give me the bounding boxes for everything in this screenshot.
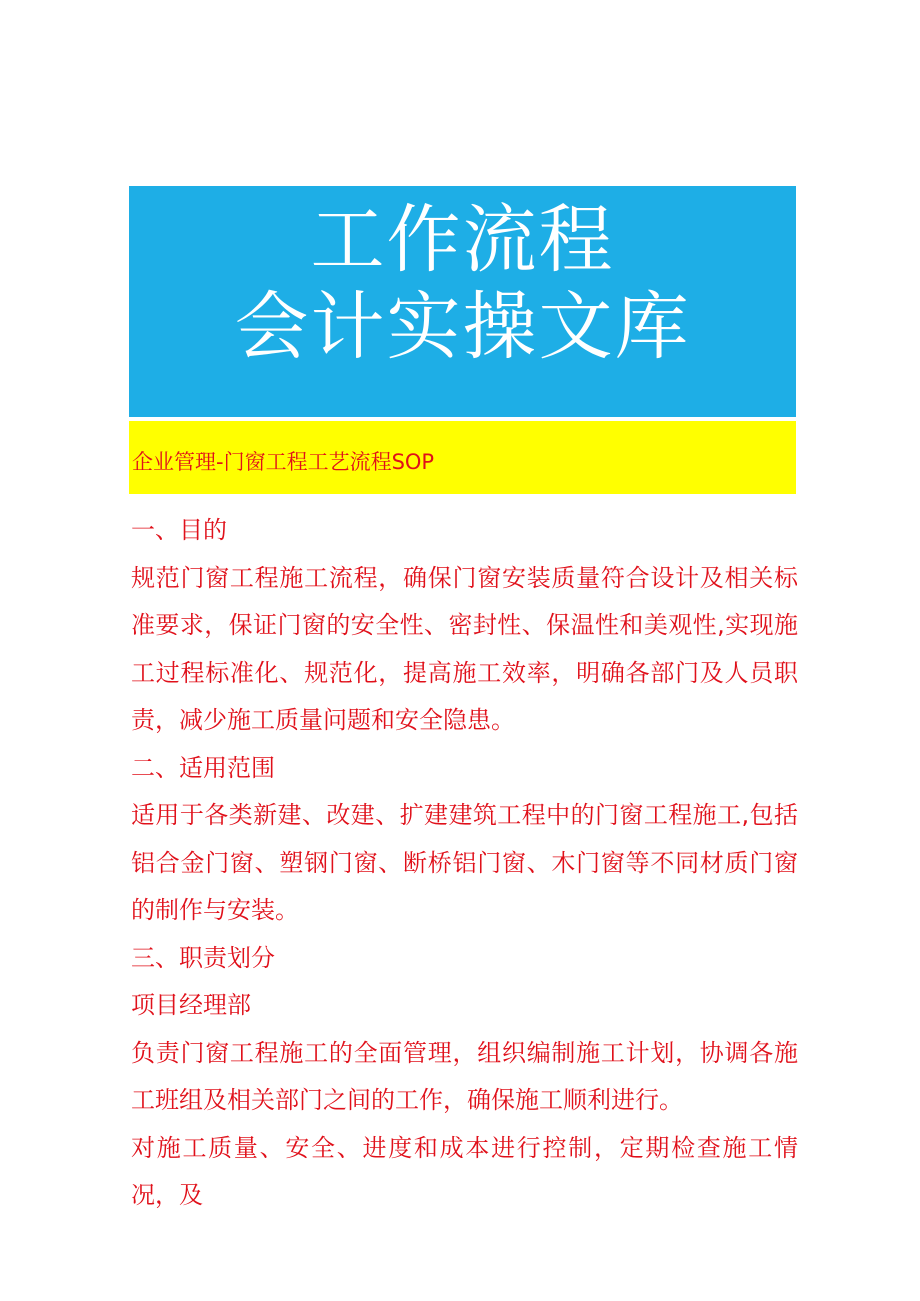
subheading-project-department: 项目经理部 (131, 991, 251, 1019)
paragraph-scope: 适用于各类新建、改建、扩建建筑工程中的门窗工程施工,包括铝合金门窗、塑钢门窗、断桥铝门窗、木门窗等不同材质门窗的制作与安装。 (131, 801, 798, 924)
paragraph-project-duty-1: 负责门窗工程施工的全面管理，组织编制施工计划，协调各施工班组及相关部门之间的工作，确保施工顺利进行。 (131, 1038, 798, 1114)
section-heading-purpose: 一、目的 (131, 516, 227, 544)
section-heading-scope: 二、适用范围 (131, 753, 275, 782)
paragraph-purpose: 规范门窗工程施工流程，确保门窗安装质量符合设计及相关标准要求，保证门窗的安全性、密封性、保温性和美观性,实现施工过程标准化、规范化，提高施工效率，明确各部门及人员职责，减少施工质量问题和安全隐患。 (131, 563, 798, 734)
banner-title-line2: 会计实操文库 (234, 284, 691, 370)
paragraph-project-duty-2: 对施工质量、安全、进度和成本进行控制，定期检查施工情况，及 (131, 1133, 798, 1209)
subtitle-bar (129, 421, 796, 494)
banner-title-line1: 工作流程 (310, 197, 615, 283)
document-body (131, 507, 798, 1220)
section-heading-responsibilities: 三、职责划分 (131, 943, 275, 972)
document-subtitle: 企业管理-门窗工程工艺流程SOP (132, 450, 435, 474)
